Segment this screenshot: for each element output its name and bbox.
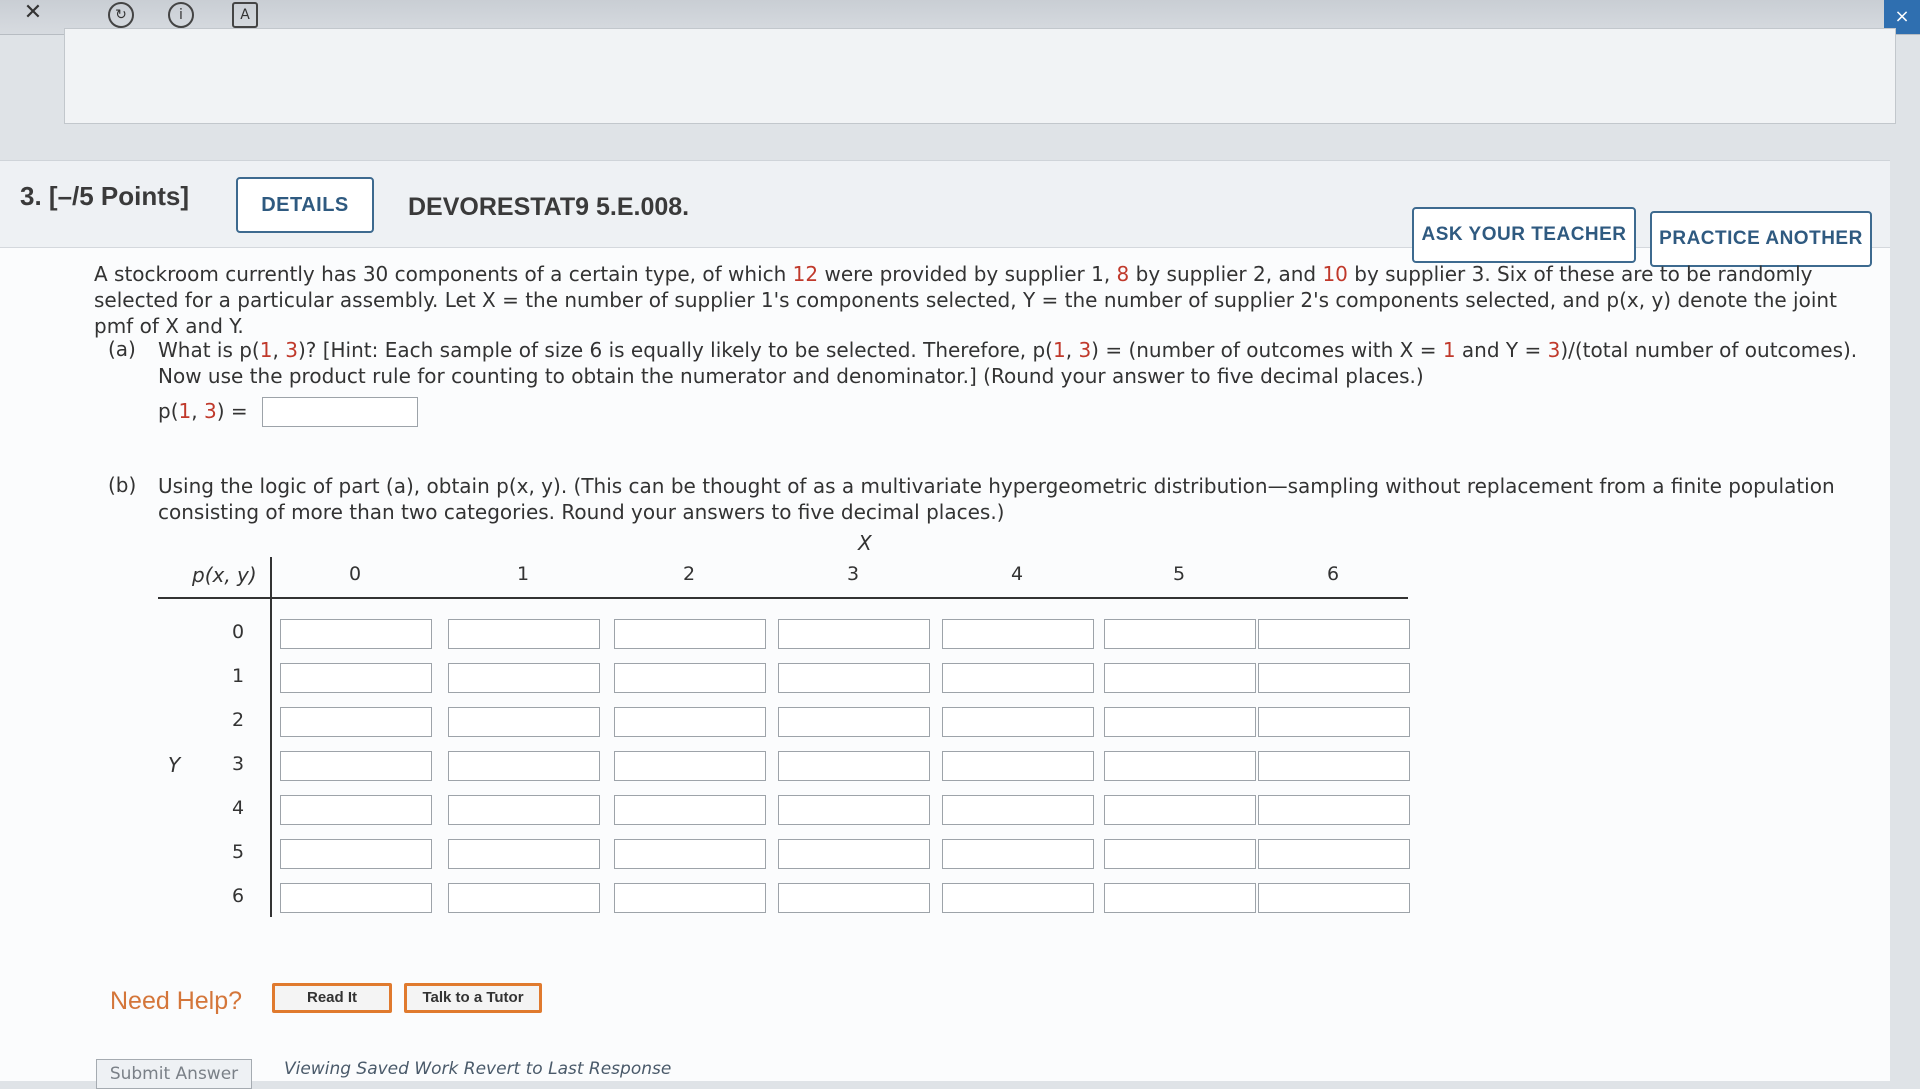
- pmf-input-x3-y6[interactable]: [778, 883, 930, 913]
- column-header-x-2: 2: [682, 563, 696, 585]
- pmf-input-x6-y1[interactable]: [1258, 663, 1410, 693]
- pmf-input-x1-y2[interactable]: [448, 707, 600, 737]
- pmf-input-x0-y5[interactable]: [280, 839, 432, 869]
- pmf-input-x1-y6[interactable]: [448, 883, 600, 913]
- pmf-input-x0-y6[interactable]: [280, 883, 432, 913]
- row-header-y-1: 1: [231, 665, 245, 687]
- pmf-input-x4-y4[interactable]: [942, 795, 1094, 825]
- pmf-input-x0-y1[interactable]: [280, 663, 432, 693]
- column-header-x-1: 1: [516, 563, 530, 585]
- info-icon[interactable]: i: [168, 2, 194, 28]
- column-header-x-6: 6: [1326, 563, 1340, 585]
- pmf-input-x3-y3[interactable]: [778, 751, 930, 781]
- pmf-input-x0-y4[interactable]: [280, 795, 432, 825]
- pmf-input-x5-y1[interactable]: [1104, 663, 1256, 693]
- details-button[interactable]: DETAILS: [236, 177, 374, 233]
- row-header-y-2: 2: [231, 709, 245, 731]
- part-a-answer-input[interactable]: [262, 397, 418, 427]
- need-help-label: Need Help?: [110, 987, 243, 1015]
- part-b-text: Using the logic of part (a), obtain p(x, y). (This can be thought of as a multivariate hypergeometric distribution—sampling without replacement from a finite population consisting of more than two categories. Round your answers to five decimal places.): [158, 474, 1835, 524]
- pmf-input-x0-y3[interactable]: [280, 751, 432, 781]
- question-panel: [0, 160, 1890, 1084]
- part-a-answer-label: p(1, 3) =: [158, 399, 248, 423]
- submit-answer-button[interactable]: Submit Answer: [96, 1059, 252, 1089]
- pmf-input-x5-y0[interactable]: [1104, 619, 1256, 649]
- pmf-input-x6-y3[interactable]: [1258, 751, 1410, 781]
- part-a-label: (a): [108, 337, 136, 361]
- pmf-input-x2-y1[interactable]: [614, 663, 766, 693]
- pmf-input-x5-y5[interactable]: [1104, 839, 1256, 869]
- reader-icon[interactable]: A: [232, 2, 258, 28]
- pmf-input-x4-y5[interactable]: [942, 839, 1094, 869]
- pmf-input-x2-y0[interactable]: [614, 619, 766, 649]
- row-header-y-6: 6: [231, 885, 245, 907]
- pmf-input-x4-y2[interactable]: [942, 707, 1094, 737]
- pmf-input-x6-y5[interactable]: [1258, 839, 1410, 869]
- column-header-x-4: 4: [1010, 563, 1024, 585]
- close-icon[interactable]: ✕: [23, 0, 43, 25]
- pmf-input-x6-y6[interactable]: [1258, 883, 1410, 913]
- pmf-input-x0-y2[interactable]: [280, 707, 432, 737]
- pmf-input-x6-y2[interactable]: [1258, 707, 1410, 737]
- column-header-x-5: 5: [1172, 563, 1186, 585]
- pmf-input-x6-y0[interactable]: [1258, 619, 1410, 649]
- pmf-input-x4-y0[interactable]: [942, 619, 1094, 649]
- pmf-input-x3-y1[interactable]: [778, 663, 930, 693]
- row-header-y-4: 4: [231, 797, 245, 819]
- question-header: [0, 161, 1890, 248]
- pmf-input-x1-y3[interactable]: [448, 751, 600, 781]
- pmf-input-x2-y3[interactable]: [614, 751, 766, 781]
- table-divider-vertical: [270, 557, 272, 917]
- ask-your-teacher-button[interactable]: ASK YOUR TEACHER: [1412, 207, 1636, 263]
- y-variable-label: Y: [168, 753, 181, 777]
- column-header-x-3: 3: [846, 563, 860, 585]
- pmf-input-x5-y4[interactable]: [1104, 795, 1256, 825]
- pmf-input-x1-y0[interactable]: [448, 619, 600, 649]
- window-close-button[interactable]: ×: [1884, 0, 1920, 34]
- question-code: DEVORESTAT9 5.E.008.: [408, 193, 690, 221]
- pmf-input-x6-y4[interactable]: [1258, 795, 1410, 825]
- saved-work-links[interactable]: Viewing Saved Work Revert to Last Response: [284, 1059, 672, 1079]
- table-divider-horizontal: [158, 597, 1408, 599]
- question-number-points: 3. [–/5 Points]: [20, 181, 190, 211]
- pmf-input-x1-y1[interactable]: [448, 663, 600, 693]
- column-header-x-0: 0: [348, 563, 362, 585]
- pmf-input-x4-y1[interactable]: [942, 663, 1094, 693]
- question-intro: A stockroom currently has 30 components of a certain type, of which 12 were provided by supplier 1, 8 by supplier 2, and 10 by supplier 3. Six of these are to be randomly selected for a particular assembly. Let X = the number of supplier 1's components selected, Y = the number of supplier 2's components selected, and p(x, y) denote the joint pmf of X and Y.: [94, 262, 1837, 338]
- pmf-input-x2-y6[interactable]: [614, 883, 766, 913]
- pmf-input-x2-y2[interactable]: [614, 707, 766, 737]
- pmf-input-x4-y3[interactable]: [942, 751, 1094, 781]
- x-variable-label: X: [858, 531, 872, 555]
- reload-icon[interactable]: ↻: [108, 2, 134, 28]
- pmf-input-x3-y4[interactable]: [778, 795, 930, 825]
- row-header-y-5: 5: [231, 841, 245, 863]
- pmf-input-x1-y4[interactable]: [448, 795, 600, 825]
- pmf-input-x3-y2[interactable]: [778, 707, 930, 737]
- pmf-input-x0-y0[interactable]: [280, 619, 432, 649]
- pmf-input-x5-y3[interactable]: [1104, 751, 1256, 781]
- pmf-input-x5-y2[interactable]: [1104, 707, 1256, 737]
- pmf-input-x1-y5[interactable]: [448, 839, 600, 869]
- pmf-input-x4-y6[interactable]: [942, 883, 1094, 913]
- pmf-input-x5-y6[interactable]: [1104, 883, 1256, 913]
- part-b-label: (b): [108, 473, 137, 497]
- talk-to-tutor-button[interactable]: Talk to a Tutor: [404, 983, 542, 1013]
- table-corner-label: p(x, y): [192, 563, 257, 587]
- part-a-text: What is p(1, 3)? [Hint: Each sample of size 6 is equally likely to be selected. Therefore, p(1, 3) = (number of outcomes with X = 1 and Y = 3)/(total number of outcomes). Now use the product rule for counting to obtain the numerator and denominator.] (Round your answer to five decimal places.): [158, 338, 1858, 388]
- pmf-input-x2-y4[interactable]: [614, 795, 766, 825]
- pmf-input-x3-y5[interactable]: [778, 839, 930, 869]
- practice-another-button[interactable]: PRACTICE ANOTHER: [1650, 211, 1872, 267]
- row-header-y-0: 0: [231, 621, 245, 643]
- read-it-button[interactable]: Read It: [272, 983, 392, 1013]
- row-header-y-3: 3: [231, 753, 245, 775]
- pmf-input-x3-y0[interactable]: [778, 619, 930, 649]
- pmf-table: [158, 531, 1408, 921]
- previous-question-panel: [64, 28, 1896, 124]
- pmf-input-x2-y5[interactable]: [614, 839, 766, 869]
